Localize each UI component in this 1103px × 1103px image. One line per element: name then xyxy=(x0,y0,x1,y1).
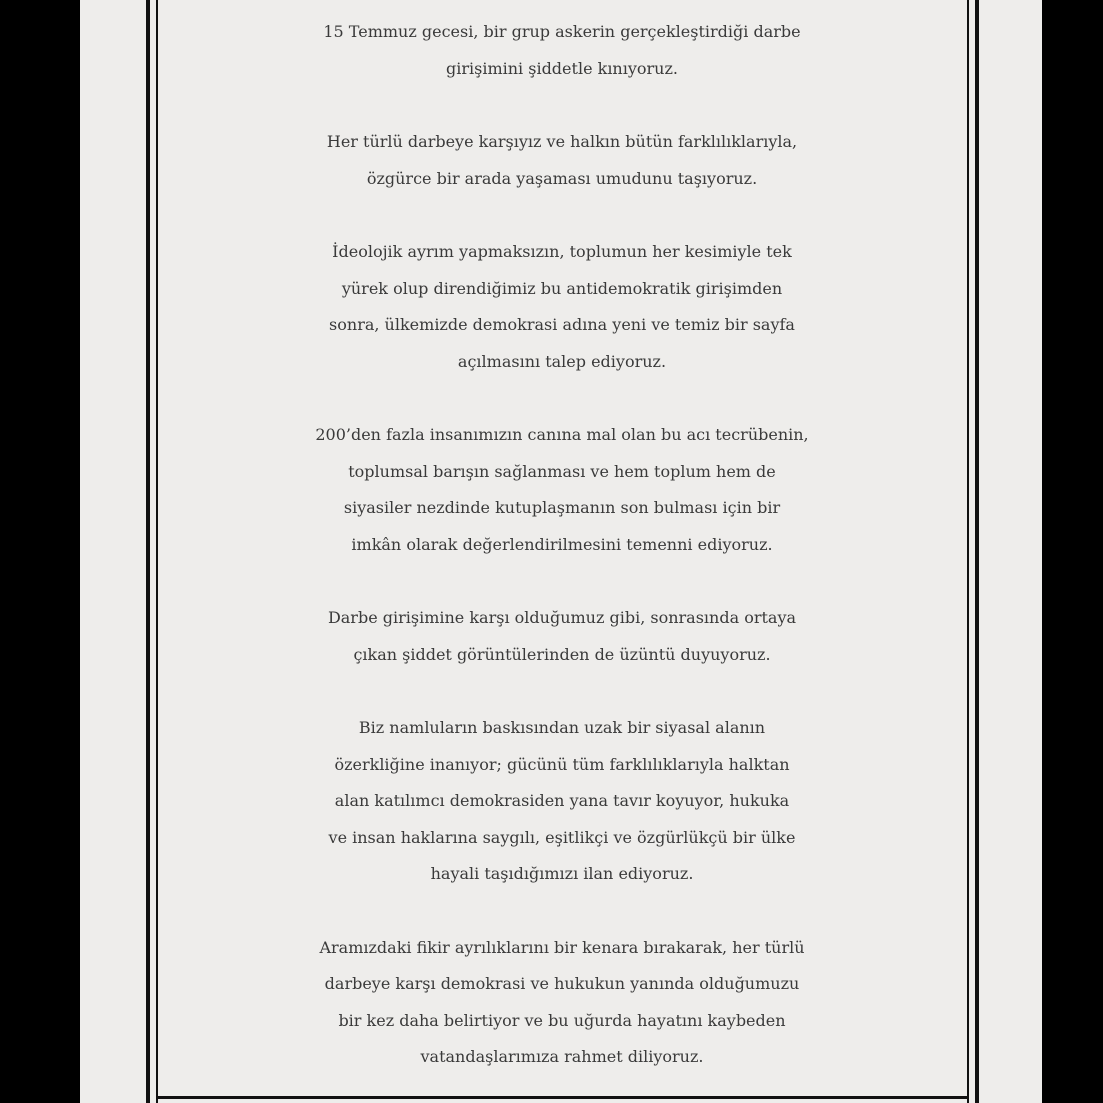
paragraph-condolences xyxy=(162,930,962,1076)
paragraph-political-autonomy xyxy=(162,710,962,893)
paragraph-bitter-experience xyxy=(162,417,962,563)
text-line: alan katılımcı demokrasiden yana tavır koyuyor, hukuka xyxy=(334,791,790,810)
text-line: açılmasını talep ediyoruz. xyxy=(457,351,667,371)
text-line: hayali taşıdığımızı ilan ediyoruz. xyxy=(430,864,694,883)
text-line: darbeye karşı demokrasi ve hukukun yanında olduğumuzu xyxy=(324,974,800,993)
frame-border-right-inner xyxy=(967,0,969,1103)
text-line: Biz namluların baskısından uzak bir siyasal alanın xyxy=(358,718,766,737)
text-line: imkân olarak değerlendirilmesini temenni ediyoruz. xyxy=(351,534,773,554)
text-line: sonra, ülkemizde demokrasi adına yeni ve temiz bir sayfa xyxy=(329,315,795,334)
paragraph-new-page xyxy=(162,234,962,380)
text-line: yürek olup direndiğimiz bu antidemokratik girişimden xyxy=(341,278,783,298)
text-line: Her türlü darbeye karşıyız ve halkın bütün farklılıklarıyla, xyxy=(326,132,798,151)
text-line: Aramızdaki fikir ayrılıklarını bir kenara bırakarak, her türlü xyxy=(319,937,805,957)
text-line: ve insan haklarına saygılı, eşitlikçi ve özgürlükçü bir ülke xyxy=(328,827,796,847)
frame-border-left-outer xyxy=(146,0,150,1103)
frame-border-right-outer xyxy=(975,0,979,1103)
text-line: vatandaşlarımıza rahmet diliyoruz. xyxy=(420,1047,704,1066)
paragraph-violence-images xyxy=(162,600,962,673)
frame-border-bottom xyxy=(156,1096,969,1099)
text-line: 15 Temmuz gecesi, bir grup askerin gerçekleştirdiği darbe xyxy=(323,22,801,41)
frame-border-left-inner xyxy=(156,0,158,1103)
text-line: toplumsal barışın sağlanması ve hem toplum hem de xyxy=(348,461,776,481)
statement-text xyxy=(162,14,962,1076)
text-line: çıkan şiddet görüntülerinden de üzüntü duyuyoruz. xyxy=(353,644,771,664)
text-line: özerkliğine inanıyor; gücünü tüm farklılıklarıyla halktan xyxy=(334,754,790,774)
text-line: özgürce bir arada yaşaması umudunu taşıyoruz. xyxy=(366,168,758,188)
text-line: siyasiler nezdinde kutuplaşmanın son bulması için bir xyxy=(343,498,781,517)
text-line: bir kez daha belirtiyor ve bu uğurda hayatını kaybeden xyxy=(338,1010,786,1030)
paragraph-against-coups xyxy=(162,124,962,197)
paragraph-condemnation xyxy=(162,14,962,87)
text-line: Darbe girişimine karşı olduğumuz gibi, sonrasında ortaya xyxy=(327,608,797,627)
text-line: girişimini şiddetle kınıyoruz. xyxy=(445,58,678,78)
text-line: İdeolojik ayrım yapmaksızın, toplumun her kesimiyle tek xyxy=(332,242,792,261)
text-line: 200’den fazla insanımızın canına mal olan bu acı tecrübenin, xyxy=(315,425,809,444)
